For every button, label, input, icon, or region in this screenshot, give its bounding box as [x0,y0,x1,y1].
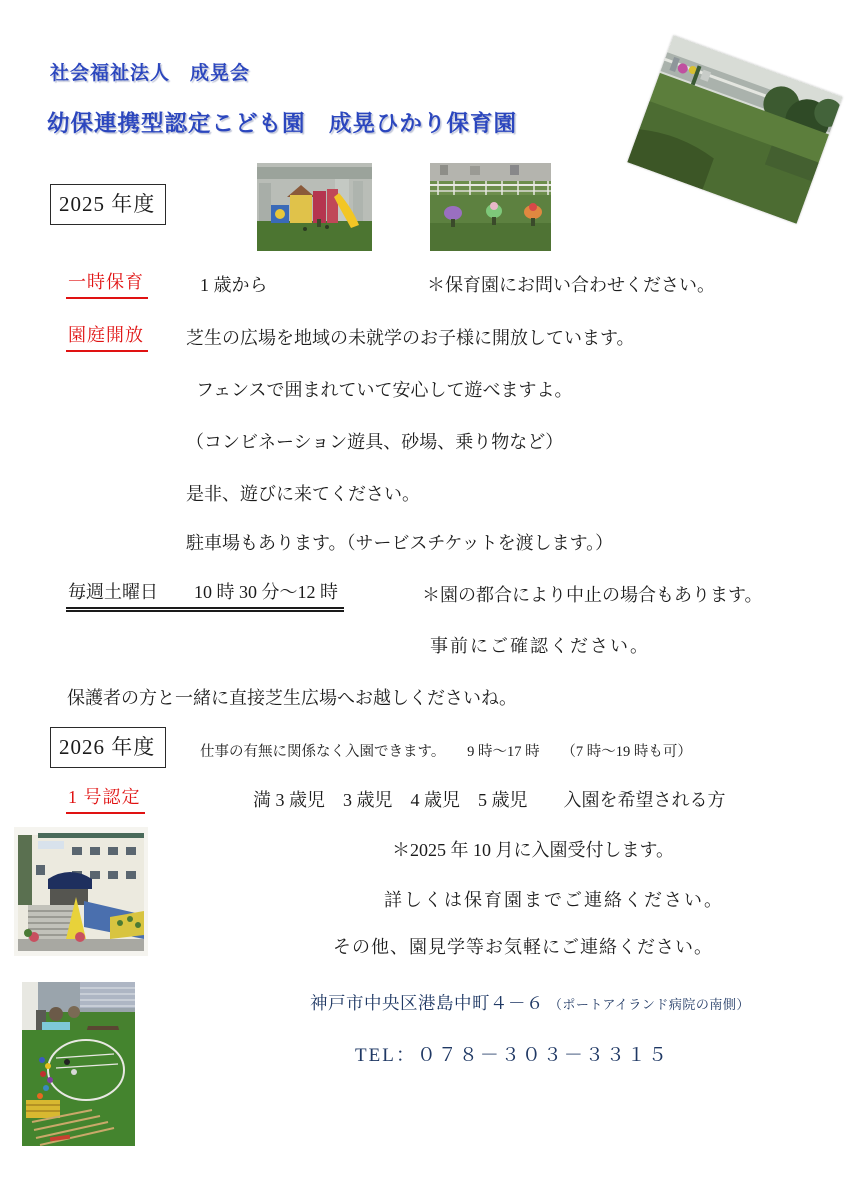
schedule-note-2: 事前にご確認ください。 [430,636,650,656]
ichiji-note: ＊保育園にお問い合わせください。 [427,275,715,295]
note-visit: その他、園見学等お気軽にご連絡ください。 [333,937,713,957]
address-text: 神戸市中央区港島中町４－６ [310,993,544,1013]
ichiji-age: 1 歳から [200,275,268,295]
entei-line-2: フェンスで囲まれていて安心して遊べますよ。 [196,380,573,400]
photo-playground [257,163,372,251]
schedule-note-1: ＊園の都合により中止の場合もあります。 [422,585,763,605]
entei-line-5: 駐車場もあります。（サービスチケットを渡します。） [186,533,614,553]
photo-nursery-building [14,827,148,956]
label-1gou-nintei: 1 号認定 [66,783,145,814]
photo-lawn-plaza [627,35,842,223]
organization-name: 社会福祉法人 成晃会 [50,63,251,84]
invite-line: 保護者の方と一緒に直接芝生広場へお越しくださいね。 [67,688,517,708]
page-title: 幼保連携型認定こども園 成晃ひかり保育園 [47,111,518,136]
address-note: （ポートアイランド病院の南側） [548,997,750,1012]
schedule-saturday: 毎週土曜日 10 時 30 分～12 時 [66,578,344,612]
year-2026-box: 2026 年度 [50,727,166,768]
photo-turf-yard [22,982,135,1146]
phone-number: TEL：０７８－３０３－３３１５ [355,1045,669,1066]
label-entei-kaiho: 園庭開放 [66,321,148,352]
address-line [310,990,750,1015]
photo-spring-riders [430,163,551,251]
intro-2026: 仕事の有無に関係なく入園できます。 9 時～17 時 （7 時～19 時も可） [200,744,692,760]
year-2025-box: 2025 年度 [50,184,166,225]
note-contact: 詳しくは保育園までご連絡ください。 [384,890,724,910]
label-ichiji-hoiku: 一時保育 [66,268,148,299]
entei-line-1: 芝生の広場を地域の未就学のお子様に開放しています。 [186,328,635,348]
note-reception: ＊2025 年 10 月に入園受付します。 [392,840,675,860]
nintei-classes: 満 3 歳児 3 歳児 4 歳児 5 歳児 入園を希望される方 [253,790,726,810]
entei-line-4: 是非、遊びに来てください。 [186,484,420,504]
entei-line-3: （コンビネーション遊具、砂場、乗り物など） [186,432,564,452]
